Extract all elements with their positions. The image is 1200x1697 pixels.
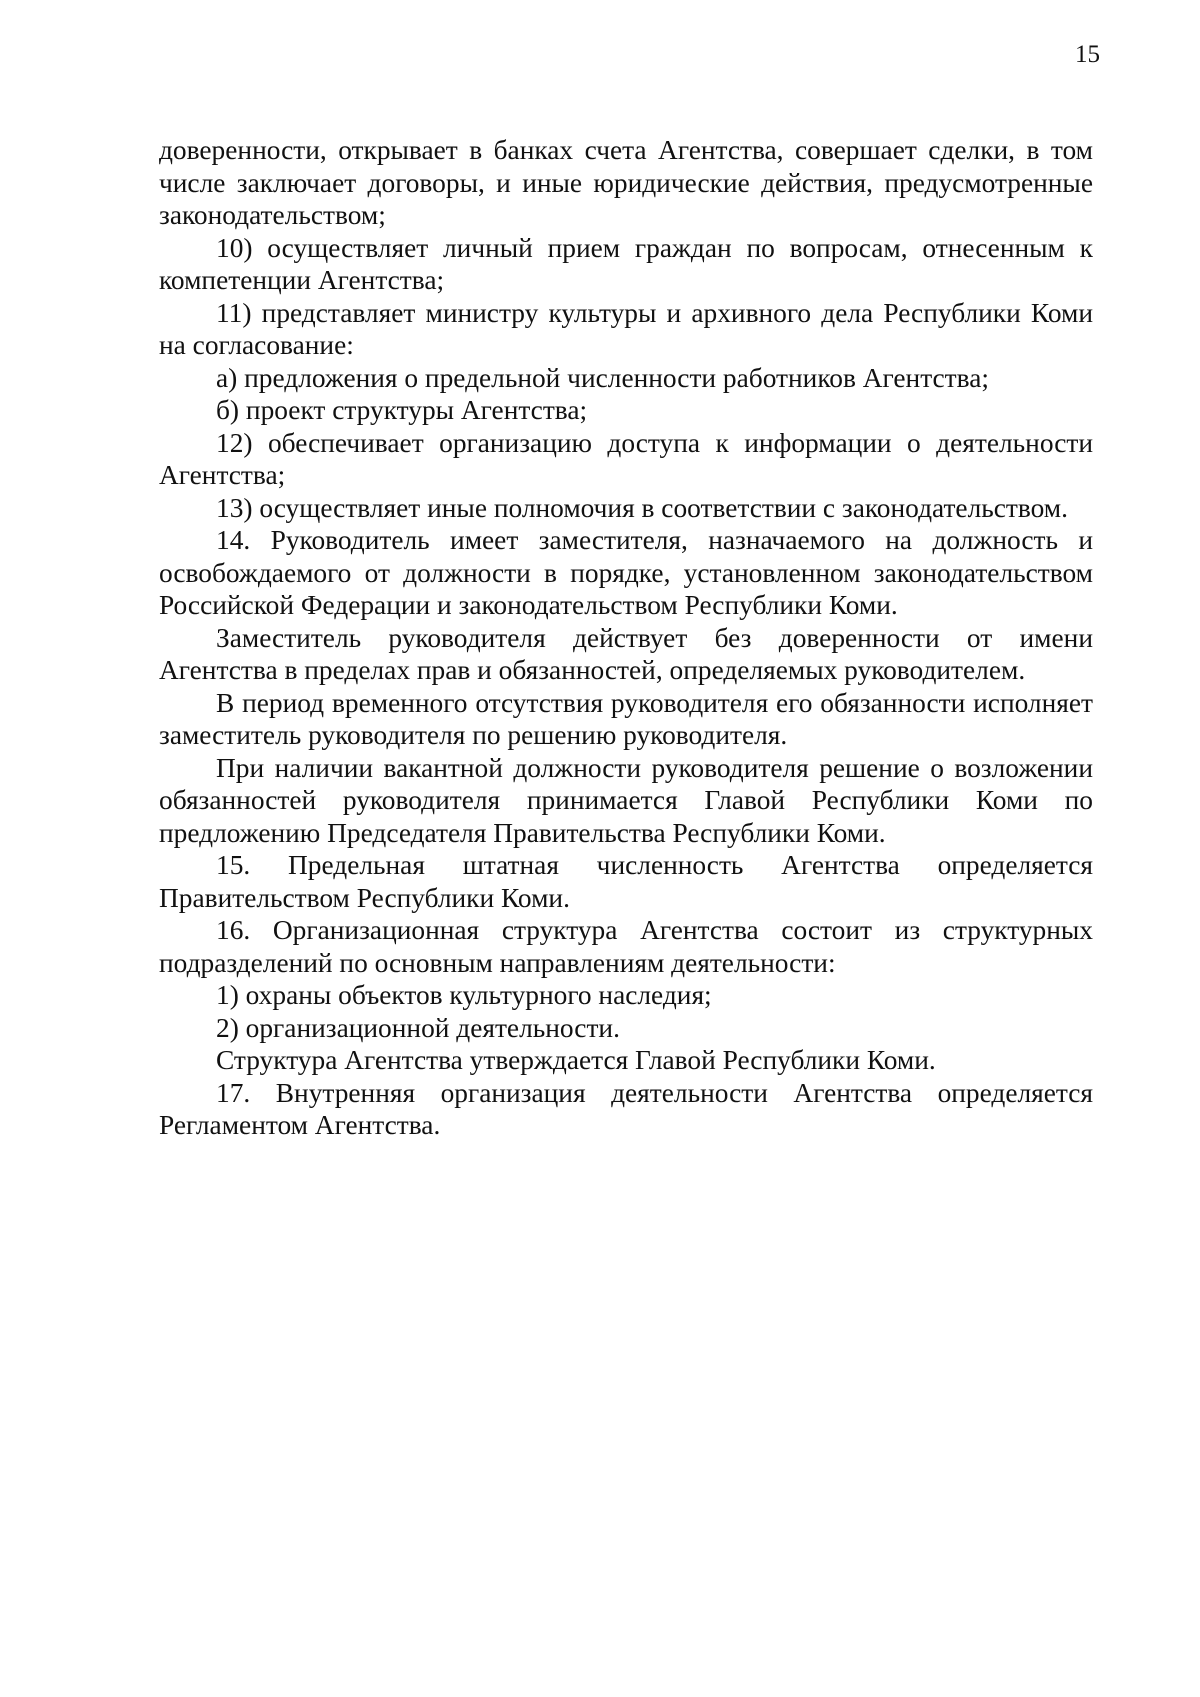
paragraph-section-16: 16. Организационная структура Агентства состоит из структурных подразделений по основным направлениям деятельности: — [159, 915, 1093, 978]
paragraph-item-11: 11) представляет министру культуры и архивного дела Республики Коми на согласование: — [159, 297, 1093, 360]
document-body — [159, 134, 1093, 1142]
paragraph-section-14: 14. Руководитель имеет заместителя, назначаемого на должность и освобождаемого от должности в порядке, установленном законодательством Российской Федерации и законодательством Республики Коми. — [159, 525, 1093, 620]
paragraph-item-12: 12) обеспечивает организацию доступа к информации о деятельности Агентства; — [159, 427, 1093, 490]
paragraph-item-13: 13) осуществляет иные полномочия в соответствии с законодательством. — [216, 492, 1068, 523]
paragraph-subitem-a: а) предложения о предельной численности работников Агентства; — [216, 362, 989, 393]
paragraph-section-17: 17. Внутренняя организация деятельности Агентства определяется Регламентом Агентства. — [159, 1077, 1093, 1140]
paragraph-division-2: 2) организационной деятельности. — [216, 1012, 620, 1043]
paragraph-division-1: 1) охраны объектов культурного наследия; — [216, 980, 712, 1010]
paragraph-vacancy: При наличии вакантной должности руководителя решение о возложении обязанностей руководителя принимается Главой Республики Коми по предложению Председателя Правительства Республики Коми. — [159, 752, 1093, 848]
paragraph-item-10: 10) осуществляет личный прием граждан по вопросам, отнесенным к компетенции Агентства; — [159, 232, 1093, 295]
paragraph-structure-approval: Структура Агентства утверждается Главой Республики Коми. — [216, 1045, 936, 1075]
paragraph-deputy-powers: Заместитель руководителя действует без доверенности от имени Агентства в пределах прав и обязанностей, определяемых руководителем. — [159, 622, 1093, 685]
paragraph-subitem-b: б) проект структуры Агентства; — [216, 395, 588, 425]
paragraph-continuation: доверенности, открывает в банках счета Агентства, совершает сделки, в том числе заключает договоры, и иные юридические действия, предусмотренные законодательством; — [159, 135, 1093, 230]
page-number: 15 — [1075, 41, 1100, 68]
paragraph-section-15: 15. Предельная штатная численность Агентства определяется Правительством Республики Коми. — [159, 850, 1093, 913]
paragraph-deputy-absence: В период временного отсутствия руководителя его обязанности исполняет заместитель руководителя по решению руководителя. — [159, 687, 1093, 750]
